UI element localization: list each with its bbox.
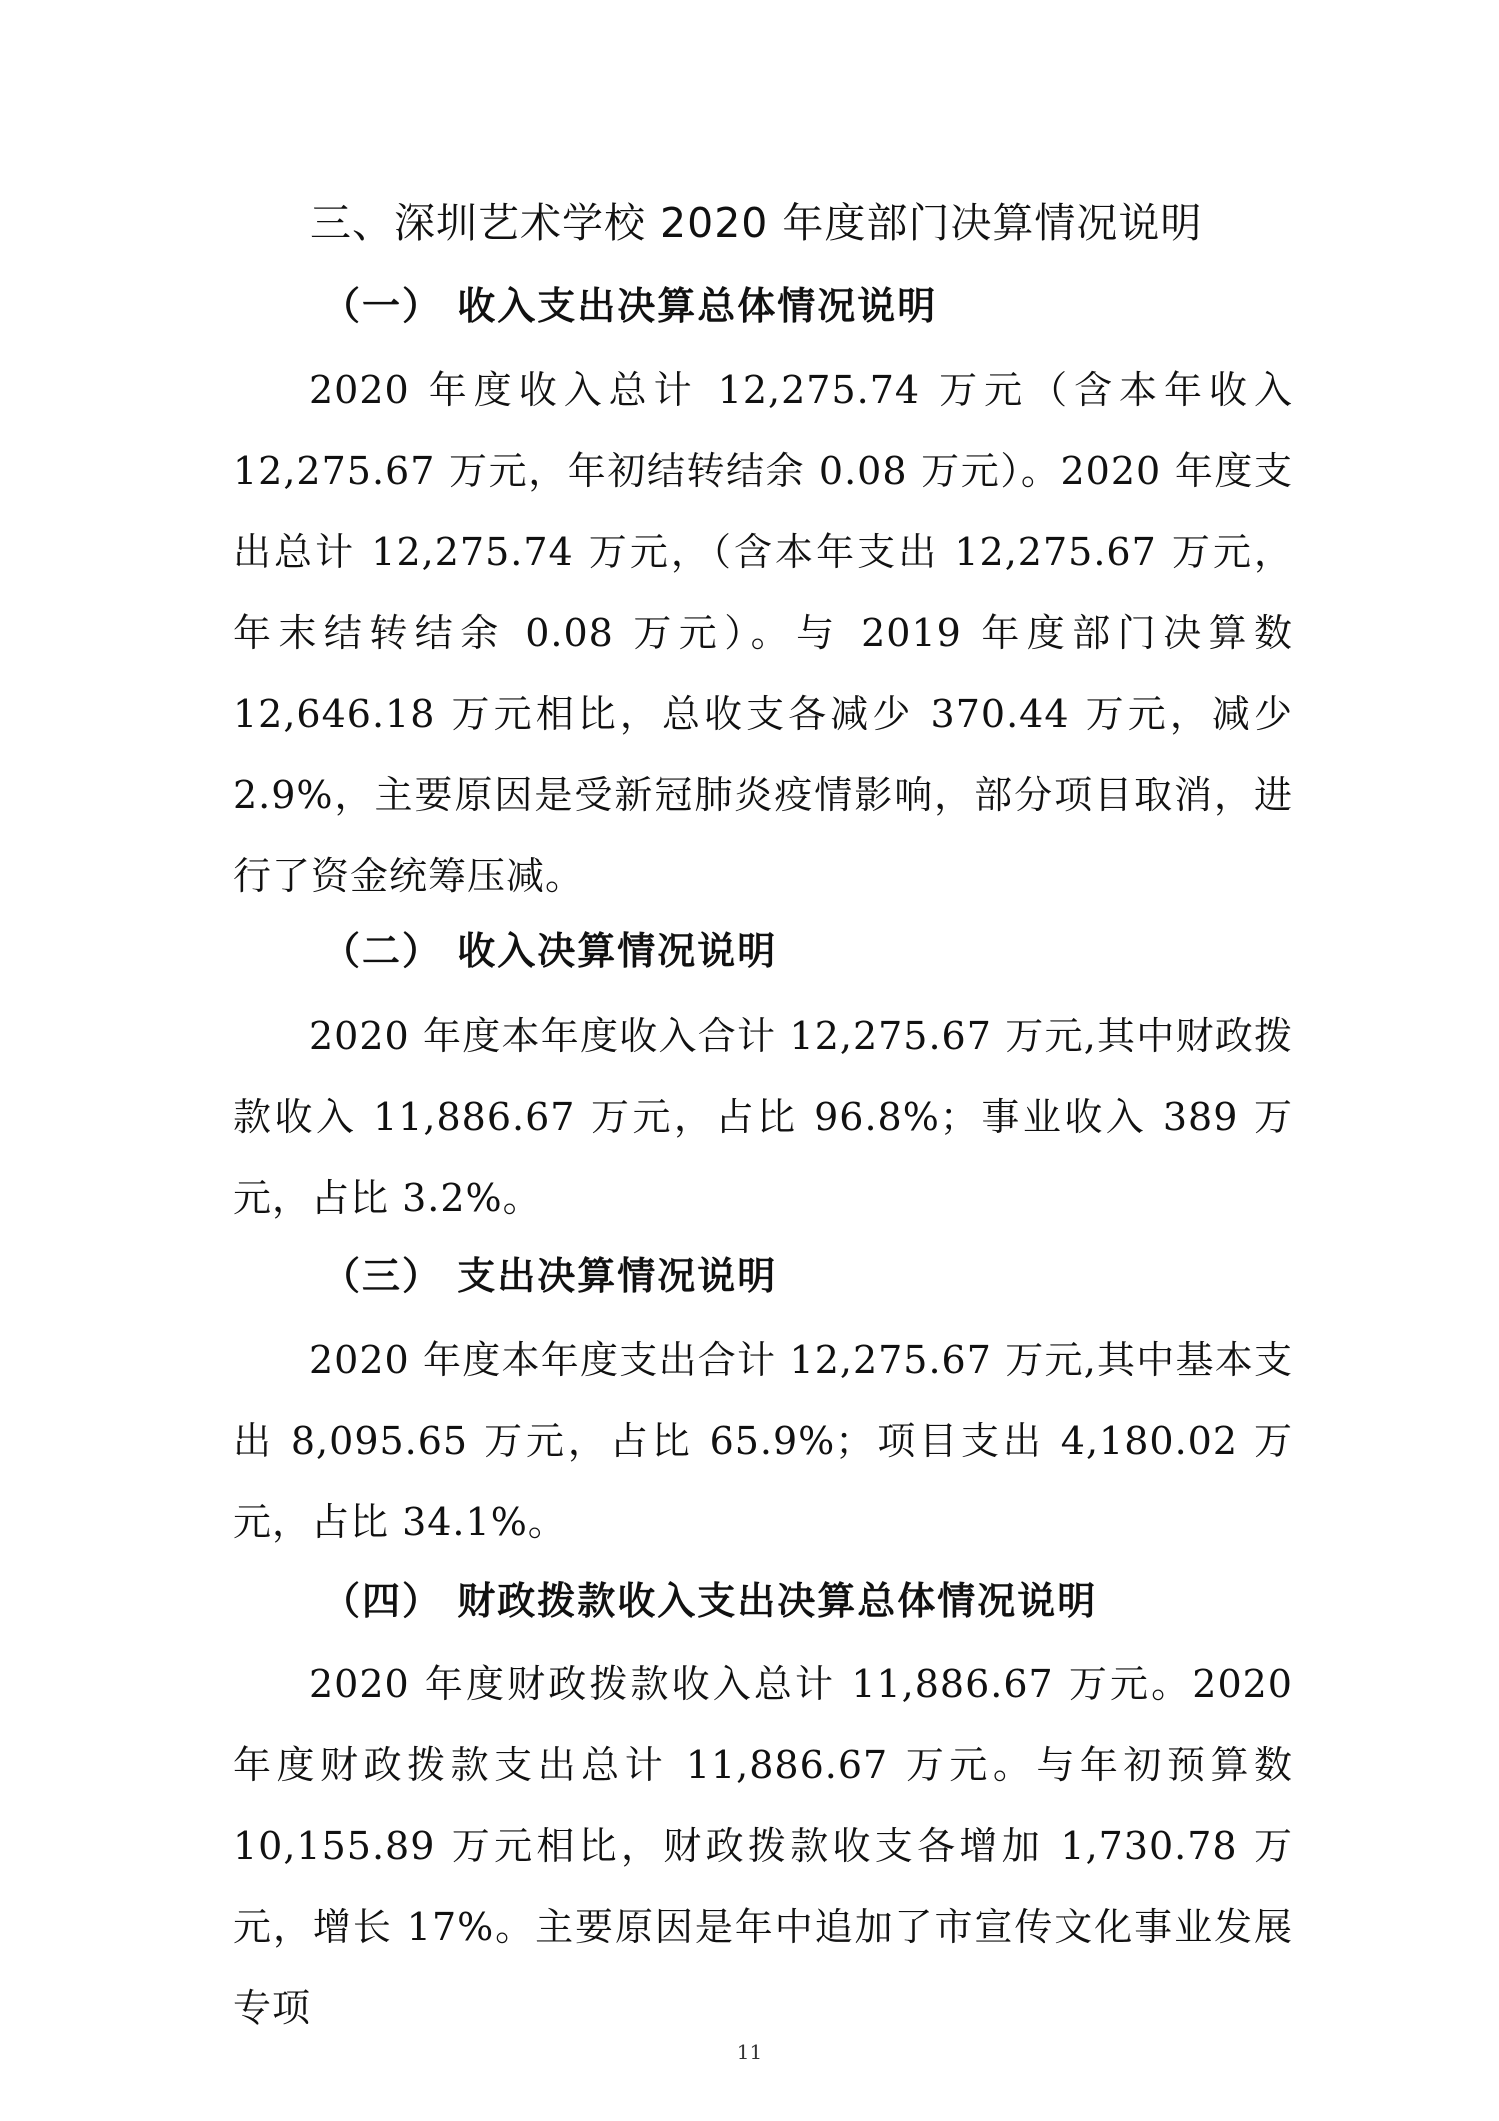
heading-income-expenditure-overview: （一） 收入支出决算总体情况说明 — [322, 284, 938, 328]
heading-expenditure-statement: （三） 支出决算情况说明 — [322, 1254, 778, 1298]
paragraph-expenditure-statement: 2020 年度本年度支出合计 12,275.67 万元,其中基本支出 8,095.65 万元，占比 65.9%；项目支出 4,180.02 万元，占比 34.1%。 — [233, 1338, 1293, 1544]
heading-income-statement: （二） 收入决算情况说明 — [322, 929, 778, 973]
page-number: 11 — [736, 2040, 763, 2064]
heading-fiscal-appropriation-overview: （四） 财政拨款收入支出决算总体情况说明 — [322, 1579, 1098, 1623]
paragraph-fiscal-appropriation-overview: 2020 年度财政拨款收入总计 11,886.67 万元。2020 年度财政拨款支出总计 11,886.67 万元。与年初预算数 10,155.89 万元相比，财政拨款收支各增加 1,730.78 万元，增长 17%。主要原因是年中追加了市宣传文化事业发展专项 — [233, 1662, 1293, 2030]
paragraph-income-expenditure-overview: 2020 年度收入总计 12,275.74 万元（含本年收入 12,275.67 万元，年初结转结余 0.08 万元）。2020 年度支出总计 12,275.74 万元，（含本年支出 12,275.67 万元，年末结转结余 0.08 万元）。与 2019 年度部门决算数 12,646.18 万元相比，总收支各减少 370.44 万元，减少 2.9%，主要原因是受新冠肺炎疫情影响，部分项目取消，进行了资金统筹压减。 — [233, 368, 1293, 898]
section-title: 三、深圳艺术学校 2020 年度部门决算情况说明 — [310, 199, 1203, 247]
paragraph-income-statement: 2020 年度本年度收入合计 12,275.67 万元,其中财政拨款收入 11,886.67 万元，占比 96.8%；事业收入 389 万元，占比 3.2%。 — [233, 1014, 1293, 1220]
